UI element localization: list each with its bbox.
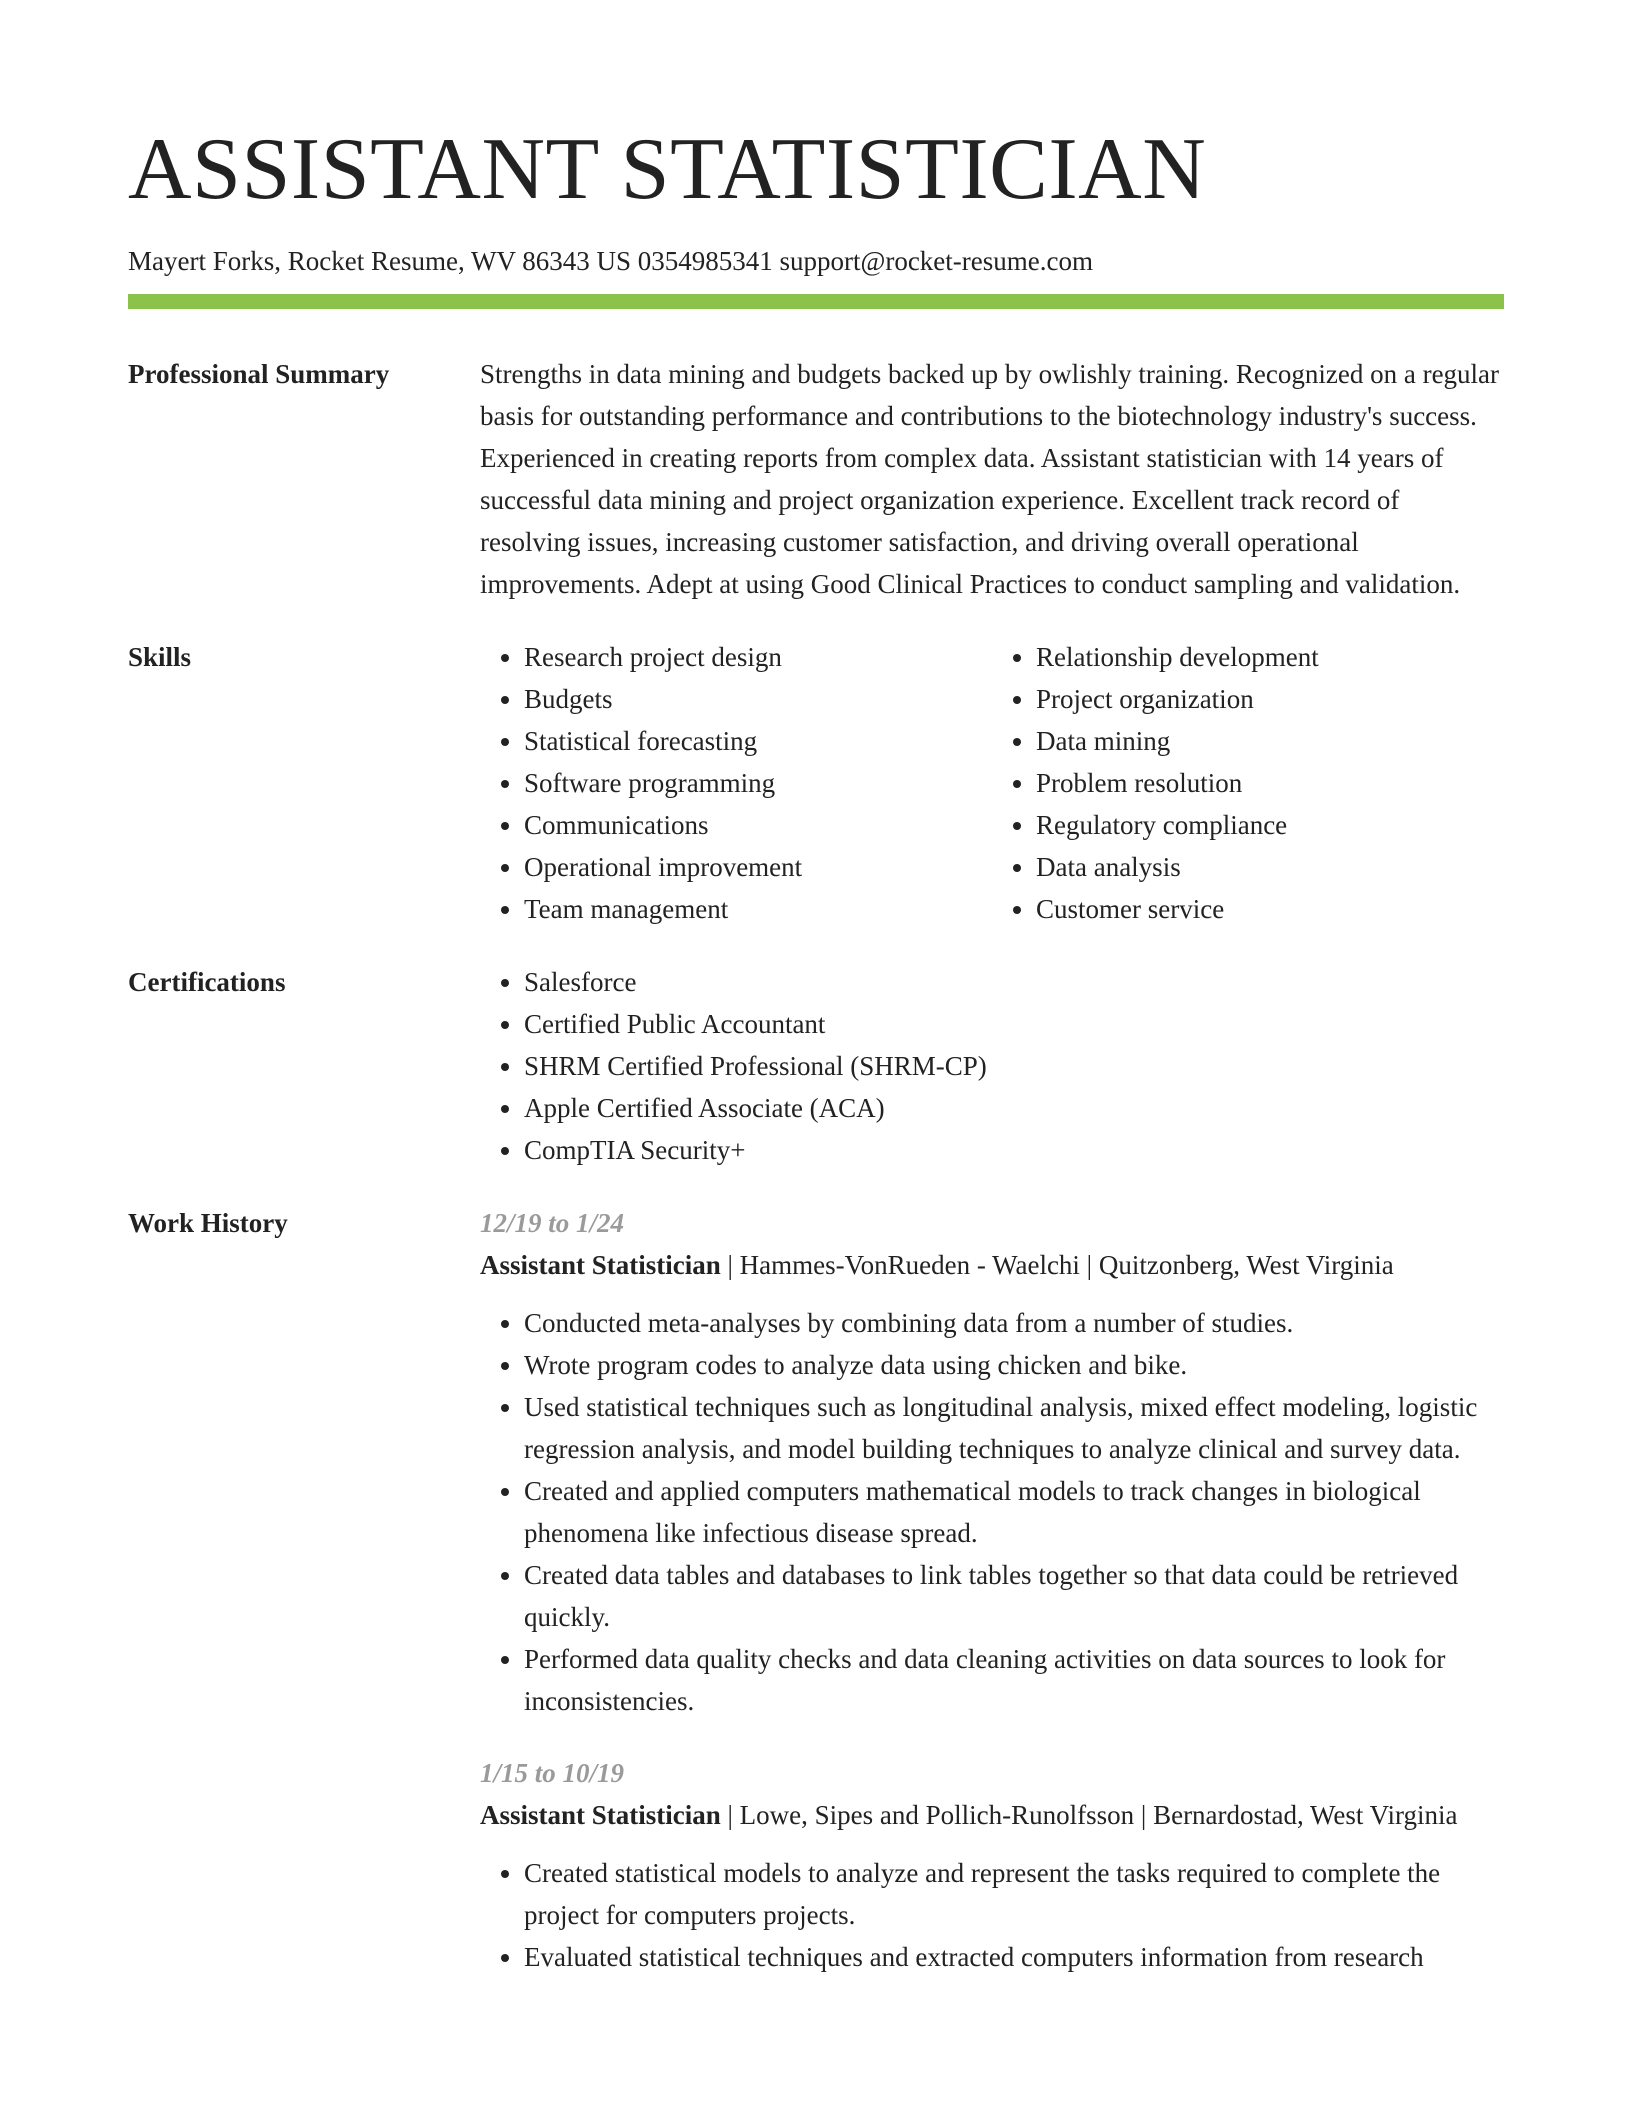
job-entry (480, 1202, 1504, 1722)
skill-item: • Software programming (524, 762, 992, 804)
summary-text: Strengths in data mining and budgets backed up by owlishly training. Recognized on a regular basis for outstanding performance and contributions to the biotechnology industry's success. Experienced in creating reports from complex data. Assistant statistician with 14 years of successful data mining and project organization experience. Excellent track record of resolving issues, increasing customer satisfaction, and driving overall operational improvements. Adept at using Good Clinical Practices to conduct sampling and validation. (480, 359, 1500, 599)
job-title: Assistant Statistician (480, 1800, 721, 1830)
contact-email: support@rocket-resume.com (779, 246, 1093, 276)
job-bullets (480, 1302, 1504, 1722)
job-bullet: • Created data tables and databases to link tables together so that data could be retrieved quickly. (524, 1554, 1504, 1638)
certification-item: • Apple Certified Associate (ACA) (524, 1087, 1504, 1129)
skill-item: • Regulatory compliance (1036, 804, 1504, 846)
skill-item: • Operational improvement (524, 846, 992, 888)
contact-address: Mayert Forks, Rocket Resume, WV 86343 US (128, 246, 638, 276)
job-entry (480, 1752, 1504, 1978)
certification-item: • SHRM Certified Professional (SHRM-CP) (524, 1045, 1504, 1087)
skill-item: • Communications (524, 804, 992, 846)
skill-item: • Budgets (524, 678, 992, 720)
contact-phone: 0354985341 (637, 246, 780, 276)
skill-item: • Project organization (1036, 678, 1504, 720)
summary-section (128, 353, 1504, 605)
skill-item: • Research project design (524, 636, 992, 678)
skill-item: • Data mining (1036, 720, 1504, 762)
job-heading (480, 1244, 1504, 1286)
work-history-section (128, 1202, 1504, 1978)
job-bullet: • Used statistical techniques such as longitudinal analysis, mixed effect modeling, logistic regression analysis, and model building techniques to analyze clinical and survey data. (524, 1386, 1504, 1470)
resume-page (128, 0, 1504, 1978)
job-bullet: • Created and applied computers mathematical models to track changes in biological phenomena like infectious disease spread. (524, 1470, 1504, 1554)
job-bullet: • Evaluated statistical techniques and extracted computers information from research (524, 1936, 1504, 1978)
skill-item: • Relationship development (1036, 636, 1504, 678)
summary-heading: Professional Summary (128, 359, 390, 389)
skills-heading: Skills (128, 642, 192, 672)
job-employer-location: | Hammes-VonRueden - Waelchi | Quitzonberg, West Virginia (720, 1250, 1394, 1280)
contact-line (128, 242, 1504, 280)
certifications-section (128, 961, 1504, 1171)
certification-item: • CompTIA Security+ (524, 1129, 1504, 1171)
job-title: Assistant Statistician (480, 1250, 721, 1280)
job-bullets (480, 1852, 1504, 1978)
candidate-name: ASSISTANT STATISTICIAN (128, 121, 1207, 218)
job-bullet: • Created statistical models to analyze and represent the tasks required to complete the project for computers projects. (524, 1852, 1504, 1936)
certifications-list (480, 961, 1504, 1171)
certification-item: • Salesforce (524, 961, 1504, 1003)
skills-list-right (992, 636, 1504, 930)
skill-item: • Team management (524, 888, 992, 930)
skill-item: • Data analysis (1036, 846, 1504, 888)
job-heading (480, 1794, 1504, 1836)
skill-item: • Customer service (1036, 888, 1504, 930)
certifications-heading: Certifications (128, 967, 286, 997)
job-employer-location: | Lowe, Sipes and Pollich-Runolfsson | Bernardostad, West Virginia (720, 1800, 1458, 1830)
job-bullet: • Conducted meta-analyses by combining data from a number of studies. (524, 1302, 1504, 1344)
certification-item: • Certified Public Accountant (524, 1003, 1504, 1045)
work-history-heading: Work History (128, 1208, 288, 1238)
skill-item: • Problem resolution (1036, 762, 1504, 804)
skills-section (128, 636, 1504, 930)
skill-item: • Statistical forecasting (524, 720, 992, 762)
header-divider (128, 294, 1504, 309)
job-bullet: • Wrote program codes to analyze data using chicken and bike. (524, 1344, 1504, 1386)
job-dates: 12/19 to 1/24 (480, 1208, 625, 1238)
skills-list-left (480, 636, 992, 930)
job-dates: 1/15 to 10/19 (480, 1758, 625, 1788)
job-bullet: • Performed data quality checks and data cleaning activities on data sources to look for inconsistencies. (524, 1638, 1504, 1722)
